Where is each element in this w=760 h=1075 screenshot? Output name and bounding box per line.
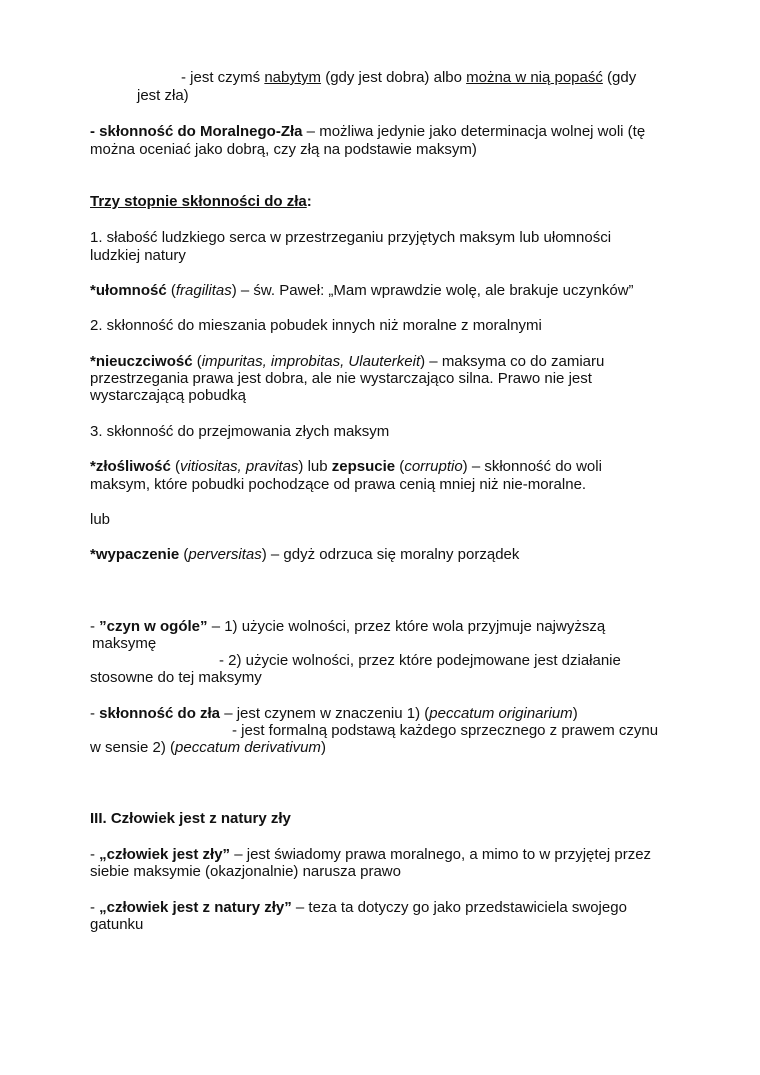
- bold-term: ”czyn w ogóle”: [99, 618, 208, 635]
- paragraph-malice-line1: [90, 458, 602, 475]
- text: w sensie 2) (: [90, 739, 176, 756]
- paragraph-perversity: [90, 546, 519, 563]
- bold-term: *wypaczenie: [90, 546, 180, 563]
- paragraph-act-line1: [90, 618, 605, 635]
- paragraph-man-evil-nature-line2: gatunku: [90, 916, 144, 933]
- paragraph-degree2: 2. skłonność do mieszania pobudek innych niż moralne z moralnymi: [90, 317, 542, 334]
- heading-text: III. Człowiek jest z natury zły: [90, 810, 291, 827]
- text: ) lub: [298, 458, 332, 475]
- text: (: [170, 458, 181, 475]
- bold-term: - skłonność do Moralnego-Zła: [90, 123, 303, 140]
- text: (: [166, 282, 176, 299]
- latin-term: impuritas, improbitas, Ulauterkeit: [201, 353, 421, 370]
- paragraph-man-evil-line2: siebie maksymie (okazjonalnie) narusza prawo: [90, 863, 401, 880]
- text: – teza ta dotyczy go jako przedstawiciela swojego: [291, 899, 627, 916]
- bold-term: *złośliwość: [90, 458, 171, 475]
- bold-term: zepsucie: [331, 458, 396, 475]
- text: – jest czynem w znaczeniu 1) (: [220, 705, 430, 722]
- text: (gdy: [602, 69, 637, 86]
- text: (: [395, 458, 405, 475]
- paragraph-propensity-line2: można oceniać jako dobrą, czy złą na podstawie maksym): [90, 141, 477, 158]
- text: ) – maksyma co do zamiaru: [420, 353, 605, 370]
- paragraph-impurity-line3: wystarczającą pobudką: [90, 387, 246, 404]
- paragraph-propensity-act-line1: [90, 705, 578, 722]
- text: – 1) użycie wolności, przez które wola przyjmuje najwyższą: [207, 618, 606, 635]
- text: ) – św. Paweł: „Mam wprawdzie wolę, ale brakuje uczynków”: [231, 282, 634, 299]
- underlined-term-can-fall: można w nią popaść: [466, 69, 603, 86]
- latin-term: peccatum originarium: [429, 705, 573, 722]
- paragraph-man-evil-nature-line1: [90, 899, 627, 916]
- text: ) – gdyż odrzuca się moralny porządek: [261, 546, 520, 563]
- text: (: [192, 353, 202, 370]
- latin-term: corruptio: [404, 458, 463, 475]
- text: (: [179, 546, 189, 563]
- bold-term: „człowiek jest zły”: [99, 846, 231, 863]
- latin-term: fragilitas: [175, 282, 232, 299]
- text: -: [90, 705, 100, 722]
- bold-term: *ułomność: [90, 282, 167, 299]
- underlined-term-acquired: nabytym: [264, 69, 322, 86]
- paragraph-malice-line2: maksym, które pobudki pochodzące od prawa cenią mniej niż nie-moralne.: [90, 476, 587, 493]
- section-heading-man-is-evil: [90, 810, 291, 827]
- text: -: [90, 899, 100, 916]
- bold-term: *nieuczciwość: [90, 353, 193, 370]
- section-heading-three-degrees: [90, 193, 312, 210]
- text: -: [90, 846, 100, 863]
- heading-colon: :: [306, 193, 312, 210]
- paragraph-impurity-line1: [90, 353, 604, 370]
- bold-term: „człowiek jest z natury zły”: [99, 899, 292, 916]
- text: (gdy jest dobra) albo: [321, 69, 467, 86]
- paragraph-act-line3: - 2) użycie wolności, przez które podejmowane jest działanie: [219, 652, 621, 669]
- text: ) – skłonność do woli: [462, 458, 602, 475]
- text: - jest czymś: [181, 69, 265, 86]
- latin-term: vitiositas, pravitas: [180, 458, 299, 475]
- text: ): [320, 739, 326, 756]
- paragraph-frailty: [90, 282, 634, 299]
- text: – jest świadomy prawa moralnego, a mimo to w przyjętej przez: [230, 846, 652, 863]
- heading-text: Trzy stopnie skłonności do zła: [90, 193, 307, 210]
- paragraph-propensity-line1: [90, 123, 645, 140]
- paragraph-act-line4: stosowne do tej maksymy: [90, 669, 262, 686]
- paragraph-degree1-line2: ludzkiej natury: [90, 247, 186, 264]
- paragraph-propensity-act-line3: [90, 739, 326, 756]
- paragraph-acquired-line2: jest zła): [137, 87, 189, 104]
- text: ): [572, 705, 578, 722]
- paragraph-impurity-line2: przestrzegania prawa jest dobra, ale nie wystarczająco silna. Prawo nie jest: [90, 370, 592, 387]
- paragraph-or: lub: [90, 511, 111, 528]
- paragraph-acquired-line1: [181, 69, 636, 86]
- paragraph-degree3: 3. skłonność do przejmowania złych maksym: [90, 423, 390, 440]
- latin-term: perversitas: [188, 546, 262, 563]
- paragraph-propensity-act-line2: - jest formalną podstawą każdego sprzecznego z prawem czynu: [232, 722, 659, 739]
- text: -: [90, 618, 100, 635]
- latin-term: peccatum derivativum: [175, 739, 321, 756]
- paragraph-act-line2: maksymę: [92, 635, 157, 652]
- paragraph-man-evil-line1: [90, 846, 651, 863]
- text: – możliwa jedynie jako determinacja wolnej woli (tę: [302, 123, 646, 140]
- bold-term: skłonność do zła: [99, 705, 221, 722]
- paragraph-degree1-line1: 1. słabość ludzkiego serca w przestrzeganiu przyjętych maksym lub ułomności: [90, 229, 612, 246]
